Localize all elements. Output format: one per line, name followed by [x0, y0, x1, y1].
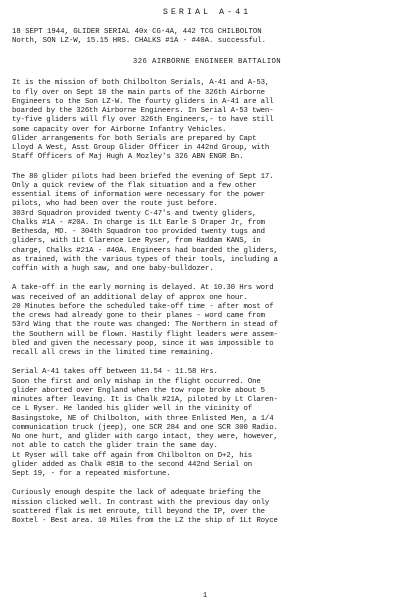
text-line: Curiously enough despite the lack of adequate briefing the [12, 489, 261, 498]
text-line: charge, Chalks #21A - #40A. Engineers had boarded the gliders, [12, 246, 278, 255]
text-line: ty-five gliders will fly over 326th Engineers,- to have still [12, 116, 274, 125]
text-line: Glider arrangements for both Serials are prepared by Capt [12, 134, 257, 143]
text-line: ce L Ryser. He landed his glider well in the vicinity of [12, 405, 253, 414]
text-line: A take-off in the early morning is delayed. At 10.30 Hrs word [12, 284, 274, 293]
text-line: Boxtel - Best area. 10 Miles from the LZ the ship of 1Lt Royce [12, 517, 278, 526]
header-line: 18 SEPT 1944, GLIDER SERIAL 40x CG-4A, 442 TCG CHILBOLTON [12, 28, 262, 36]
text-line: Soon the first and only mishap in the flight occurred. One [12, 377, 261, 386]
text-line: Lt Ryser will take off again from Chilbolton on D+2, his [12, 451, 253, 460]
text-line: gliders, with 1Lt Clarence Lee Ryser, from Haddam KANS, in [12, 237, 261, 246]
text-line: communication truck (jeep), one SCR 284 and one SCR 300 Radio. [12, 423, 278, 432]
document-title: SERIAL A-41 [162, 7, 252, 17]
paragraph-takeoff-delay [12, 284, 402, 358]
text-line: bled and given the necessary poop, since it was impossible to [12, 339, 274, 348]
text-line: pilots, who had been over the route just before. [12, 200, 218, 209]
text-line: 20 Minutes before the scheduled take-off time - after most of [12, 302, 274, 311]
text-line: Sept 19, - for a repeated misfortune. [12, 470, 171, 479]
text-line: the Southern will be flown. Hastily flight leaders were assem- [12, 330, 278, 339]
text-line: 303rd Squadron provided twenty C-47's and twenty gliders, [12, 209, 257, 218]
serial-header [12, 28, 402, 46]
text-line: Engineers to the Son LZ-W. The fourty gliders in A-41 are all [12, 97, 274, 106]
text-line: not able to catch the glider train the same day. [12, 442, 218, 451]
text-line: glider added as Chalk #81B to the second 442nd Serial on [12, 460, 253, 469]
paragraph-takeoff [12, 368, 402, 479]
text-line: minutes after leaving. It is Chalk #21A, piloted by Lt Claren- [12, 396, 278, 405]
text-line: as trained, with the various types of their tools, including a [12, 255, 278, 264]
text-line: glider aborted over England when the tow rope broke about 5 [12, 386, 265, 395]
text-line: was received of an additional delay of approx one hour. [12, 293, 248, 302]
text-line: Basingstoke, NE of Chilbolton, with three Enlisted Men, a 1/4 [12, 414, 274, 423]
section-subheading: 326 AIRBORNE ENGINEER BATTALION [132, 58, 282, 67]
header-line: North, SON LZ-W, 15.15 HRS. CHALKS #1A - #40A. successful. [12, 37, 266, 46]
text-line: some capacity over for Airborne Infantry Vehicles. [12, 125, 227, 134]
text-line: No one hurt, and glider with cargo intact, they were, however, [12, 433, 278, 442]
text-line: Staff Officers of Maj Hugh A Mozley's 326 ABN ENGR Bn. [12, 153, 244, 162]
paragraph-mission [12, 79, 402, 162]
text-line: mission clicked well. In contrast with the previous day only [12, 498, 270, 507]
text-line: 53rd Wing that the route was changed: The Northern in stead of [12, 321, 278, 330]
text-line: Bethesda, MD. - 304th Squadron too provided twenty tugs and [12, 228, 265, 237]
text-line: recall all crews in the limited time remaining. [12, 349, 214, 358]
paragraph-briefing [12, 173, 402, 275]
text-line: The 80 glider pilots had been briefed the evening of Sept 17. [12, 172, 274, 181]
text-line: to fly over on Sept 18 the main parts of the 326th Airborne [12, 88, 265, 97]
text-line: boarded by the 326th Airborne Engineers. In Serial A-53 twen- [12, 107, 274, 116]
text-line: scattered flak is met enroute, till beyond the IP, over the [12, 507, 265, 516]
text-line: essential items of information were necessary for the power [12, 191, 265, 200]
text-line: Chalks #1A - #20A. In charge is 1Lt Earle S Draper Jr, from [12, 218, 265, 227]
page-number: 1 [202, 592, 208, 600]
text-line: coffin with a hugh saw, and one baby-bulldozer. [12, 265, 214, 274]
text-line: Lloyd A West, Asst Group Glider Officer in 442nd Group, with [12, 144, 270, 153]
text-line: Only a quick review of the flak situation and a few other [12, 181, 257, 190]
text-line: the crews had already gone to their planes - word came from [12, 312, 265, 321]
text-line: Serial A-41 takes off between 11.54 - 11.58 Hrs. [12, 368, 218, 377]
text-line: It is the mission of both Chilbolton Serials, A-41 and A-53, [12, 79, 270, 88]
paragraph-flight [12, 489, 402, 526]
